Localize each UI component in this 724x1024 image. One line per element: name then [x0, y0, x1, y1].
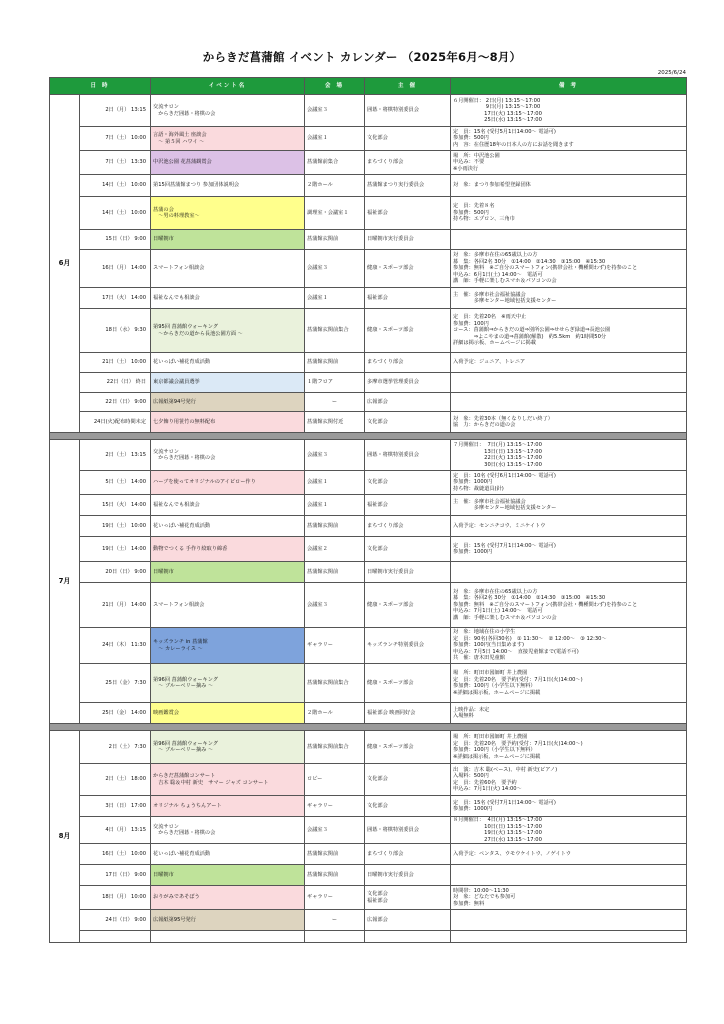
event-host: 福祉部会	[365, 288, 451, 309]
event-host: まちづくり部会	[365, 151, 451, 175]
event-name: 映画鑑賞会	[151, 703, 305, 724]
event-name: 交流サロン からきだ囲碁・将棋の会	[151, 817, 305, 844]
event-host: 文化部会	[365, 127, 451, 151]
event-name: 交流サロン からきだ囲碁・将棋の会	[151, 440, 305, 471]
event-host: 文化部会	[365, 764, 451, 796]
event-note	[451, 931, 687, 943]
event-note: 対 象：地域在住の小学生 定 員：90名(各回30名) ① 11:30～ ② 12:00～ ③ 12:30～ 参加費：100円(当日集めます) 申込み：7月5日 14:00～ 直接児童館まで(電話不可) 共 催：唐木田児童館	[451, 628, 687, 664]
event-host: 福祉部会 映画同好会	[365, 703, 451, 724]
event-row	[50, 151, 687, 175]
event-row	[50, 440, 687, 471]
event-row	[50, 844, 687, 865]
event-note: 時間帯：10:00～11:30 対 象：どなたでも参加可 参加費：無料	[451, 886, 687, 910]
header-host: 主 催	[365, 78, 451, 95]
event-datetime: 21日（月） 14:00	[80, 583, 151, 628]
event-datetime: 18日（月） 10:00	[80, 886, 151, 910]
event-datetime	[80, 931, 151, 943]
event-note: 上映作品：未定 入場無料	[451, 703, 687, 724]
event-datetime: 15日（火） 14:00	[80, 495, 151, 516]
event-datetime: 24日(火)配布時間未定	[80, 412, 151, 433]
event-row	[50, 910, 687, 931]
event-name: 第95回 菖蒲館ウォーキング ～からきだの道から長池公園方面 ～	[151, 309, 305, 353]
event-note: 定 員：15名 (受付7月1日14:00～ 電話可) 参加費：1000円	[451, 537, 687, 562]
event-row	[50, 516, 687, 537]
event-name: 菖蒲の会 ～男の料理教室～	[151, 197, 305, 230]
event-venue	[305, 931, 365, 943]
event-name: オリジナル ちょうちんアート	[151, 796, 305, 817]
event-calendar-table	[49, 77, 687, 943]
event-host: 文化部会	[365, 537, 451, 562]
event-host: 文化部会 福祉部会	[365, 886, 451, 910]
event-note: 入荷予定：ペンタス、ウモウケイトウ、ノゲイトウ	[451, 844, 687, 865]
event-name	[151, 931, 305, 943]
event-row	[50, 353, 687, 373]
event-venue: ロビー	[305, 764, 365, 796]
event-note: ８月開催日： 4日(月) 13:15～17:00 10日(日) 13:15～17:00 19日(火) 13:15～17:00 27日(水) 13:15～17:00	[451, 817, 687, 844]
event-name: 日曜朝市	[151, 865, 305, 886]
event-datetime: 3日（日） 17:00	[80, 796, 151, 817]
event-datetime: 20日（日） 9:00	[80, 562, 151, 583]
event-note: 場 所：町田市図師町 井上農園 定 員：先着20名 要予約(受付：7月1日(火)14:00～) 参加費：100円（小学生以下無料） ※詳細は掲示板、ホームページに掲載	[451, 664, 687, 703]
event-name: 広報紙第95号発行	[151, 910, 305, 931]
event-name: 七夕飾り用笹竹の無料配布	[151, 412, 305, 433]
event-host: 福祉部会	[365, 495, 451, 516]
month-label: 7月	[50, 440, 80, 724]
event-host: 文化部会	[365, 796, 451, 817]
event-host: まちづくり部会	[365, 516, 451, 537]
event-venue: 菖蒲館玄関前	[305, 562, 365, 583]
event-datetime: 25日（金） 14:00	[80, 703, 151, 724]
event-note: ７月開催日： 7日(月) 13:15～17:00 13日(日) 13:15～17:00 22日(火) 13:15～17:00 30日(水) 13:15～17:00	[451, 440, 687, 471]
event-datetime: 2日（土） 7:30	[80, 731, 151, 764]
event-name: 交流サロン からきだ囲碁・将棋の会	[151, 95, 305, 127]
table-header-row	[50, 78, 687, 95]
event-venue: 菖蒲館玄関前	[305, 844, 365, 865]
event-datetime: 18日（水） 9:30	[80, 309, 151, 353]
event-venue: 菖蒲館玄関前集合	[305, 731, 365, 764]
event-host: 文化部会	[365, 471, 451, 495]
event-host: キッズランチ特別委員会	[365, 628, 451, 664]
event-datetime: 19日（土） 10:00	[80, 516, 151, 537]
event-venue: １階フロア	[305, 373, 365, 393]
event-venue: 菖蒲館玄関前	[305, 865, 365, 886]
event-name: 福祉なんでも相談会	[151, 495, 305, 516]
event-name: 第96回 菖蒲館ウォーキング ～ ブルーベリー摘み ～	[151, 664, 305, 703]
event-host: 囲碁・将棋特別委員会	[365, 817, 451, 844]
event-venue: 会議室３	[305, 583, 365, 628]
event-note: 定 員：15名 (受付7月1日14:00～ 電話可) 参加費：1000円	[451, 796, 687, 817]
event-note: 場 所：中沢池公園 申込み：不要 ※小雨決行	[451, 151, 687, 175]
event-datetime: 2日（月） 13:15	[80, 95, 151, 127]
event-name: 日曜朝市	[151, 230, 305, 250]
event-note: 主 催：多摩市社会福祉協議会 多摩センター地域包括支援センター	[451, 288, 687, 309]
event-note: 対 象：まつり参加希望登録団体	[451, 175, 687, 197]
event-name: 花いっぱい補花育成活動	[151, 844, 305, 865]
event-row	[50, 886, 687, 910]
event-name: 東京都議会議員選挙	[151, 373, 305, 393]
event-row	[50, 127, 687, 151]
event-name: 第96回 菖蒲館ウォーキング ～ ブルーベリー摘み ～	[151, 731, 305, 764]
month-separator	[50, 433, 687, 440]
event-row	[50, 288, 687, 309]
event-venue: 会議室１	[305, 127, 365, 151]
event-host: 囲碁・将棋特別委員会	[365, 440, 451, 471]
event-datetime: 14日（土） 10:00	[80, 175, 151, 197]
event-datetime: 15日（日） 9:00	[80, 230, 151, 250]
event-datetime: 7日（土） 10:00	[80, 127, 151, 151]
event-host: 広報部会	[365, 910, 451, 931]
event-note: 主 催：多摩市社会福祉協議会 多摩センター地域包括支援センター	[451, 495, 687, 516]
event-host: 文化部会	[365, 412, 451, 433]
event-name: 花いっぱい補花育成活動	[151, 516, 305, 537]
event-row	[50, 471, 687, 495]
event-row	[50, 583, 687, 628]
updated-date: 2025/6/24	[657, 70, 686, 76]
event-row	[50, 393, 687, 412]
event-note: 対 象：先着30本（無くなりしだい終了） 協 力：からきだの道の会	[451, 412, 687, 433]
event-row	[50, 412, 687, 433]
event-venue: 会議室３	[305, 95, 365, 127]
event-row	[50, 703, 687, 724]
event-venue: ギャラリー	[305, 886, 365, 910]
event-venue: 菖蒲館玄関前	[305, 230, 365, 250]
event-host: まちづくり部会	[365, 844, 451, 865]
event-venue: ギャラリー	[305, 796, 365, 817]
event-note: 出 演：吉木 聡(ベース)、中村 新史(ピアノ) 入場料：500円 定 員：先着60名 要予約 申込み：7月1日(火) 14:00～	[451, 764, 687, 796]
event-note: 入荷予定：センニチコウ、ミニケイトウ	[451, 516, 687, 537]
event-row	[50, 562, 687, 583]
event-note: 対 象：多摩市在住の65歳以上の方 募 集：各回2名 30分 ①14:00 ②14:30 ③15:00 ④15:30 参加費：無料 ※ご自分のスマートフォン(携帯会社・機種問わず)を持参のこと 申込み：6月1日(土) 14:00～ 電話可 講 師：手軽に楽しむスマホ＆パソコンの会	[451, 250, 687, 288]
event-note	[451, 562, 687, 583]
event-venue: 菖蒲館玄関前集合	[305, 309, 365, 353]
event-row	[50, 628, 687, 664]
event-datetime: 2日（土） 13:15	[80, 440, 151, 471]
event-name: 動物でつくる 手作り絞取り綿香	[151, 537, 305, 562]
event-row	[50, 537, 687, 562]
event-host: 囲碁・将棋特別委員会	[365, 95, 451, 127]
event-name: おりがみであそぼう	[151, 886, 305, 910]
page-title: からきだ菖蒲館 イベント カレンダー （2025年6月～8月）	[202, 50, 522, 64]
event-host	[365, 931, 451, 943]
event-datetime: 21日（土） 10:00	[80, 353, 151, 373]
event-row	[50, 373, 687, 393]
event-note	[451, 865, 687, 886]
event-host: まちづくり部会	[365, 353, 451, 373]
event-host: 日曜朝市実行委員会	[365, 230, 451, 250]
event-datetime: 17日（日） 9:00	[80, 865, 151, 886]
event-host: 菖蒲館まつり実行委員会	[365, 175, 451, 197]
event-row	[50, 865, 687, 886]
event-datetime: 14日（土） 10:00	[80, 197, 151, 230]
event-note: 対 象：多摩市在住の65歳以上の方 募 集：各回2名 30分 ①14:00 ②14:30 ③15:00 ④15:30 参加費：無料 ※ご自分のスマートフォン(携帯会社・機種問わず)を持参のこと 申込み：7月1日(土) 14:00～ 電話可 講 師：手軽に楽しむスマホ＆パソコンの会	[451, 583, 687, 628]
event-host: 広報部会	[365, 393, 451, 412]
event-host: 日曜朝市実行委員会	[365, 865, 451, 886]
header-note: 備 考	[451, 78, 687, 95]
event-note	[451, 393, 687, 412]
event-note: 入荷予定：ジュニア、トレニア	[451, 353, 687, 373]
event-datetime: 22日（日） 9:00	[80, 393, 151, 412]
event-host: 日曜朝市実行委員会	[365, 562, 451, 583]
event-name: 中沢池公園 花菖蒲観賞会	[151, 151, 305, 175]
event-name: からきだ菖蒲館コンサート 吉木 聡＆中村 新史 サマー ジャズ コンサート	[151, 764, 305, 796]
event-venue: 会議室１	[305, 471, 365, 495]
event-row	[50, 817, 687, 844]
month-label: 8月	[50, 731, 80, 943]
event-name: スマートフォン相談会	[151, 583, 305, 628]
event-row	[50, 230, 687, 250]
header-event: イベント名	[151, 78, 305, 95]
event-venue: 会議室３	[305, 817, 365, 844]
event-venue: 会議室２	[305, 537, 365, 562]
event-host: 健康・スポーツ部会	[365, 731, 451, 764]
event-datetime: 5日（土） 14:00	[80, 471, 151, 495]
event-name: キッズランチ in 菖蒲館 ～ カレーライス ～	[151, 628, 305, 664]
event-host: 健康・スポーツ部会	[365, 250, 451, 288]
event-name: 第15回菖蒲館まつり 参加団体説明会	[151, 175, 305, 197]
event-datetime: 7日（土） 13:30	[80, 151, 151, 175]
event-note: 場 所：町田市図師町 井上農園 定 員：先着20名 要予約(受付：7月1日(火)14:00～) 参加費：100円（小学生以下無料） ※詳細は掲示板、ホームページに掲載	[451, 731, 687, 764]
event-note: 定 員：先着20名 ※雨天中止 参加費：100円 コース：菖蒲館⇒からきだの道⇒別所公園⇒せせらぎ緑道⇒長池公園 ⇒よこやまの道⇒菖蒲館(解散) 約5.5km 約1時間50分 詳細は掲示板、ホームページに掲載	[451, 309, 687, 353]
event-venue: 菖蒲館玄関前集合	[305, 664, 365, 703]
event-venue: ギャラリー	[305, 628, 365, 664]
event-datetime: 17日（火） 14:00	[80, 288, 151, 309]
event-datetime: 22日（日） 終日	[80, 373, 151, 393]
event-note	[451, 910, 687, 931]
calendar-body	[50, 95, 687, 943]
event-datetime: 16日（月） 14:00	[80, 250, 151, 288]
event-name: スマートフォン相談会	[151, 250, 305, 288]
month-separator	[50, 724, 687, 731]
event-datetime: 25日（金） 7:30	[80, 664, 151, 703]
event-venue: 会議室３	[305, 440, 365, 471]
event-note: 定 員：先着８名 参加費：500円 持ち物：エプロン、三角巾	[451, 197, 687, 230]
separator-cell	[50, 724, 687, 731]
event-row	[50, 931, 687, 943]
event-host: 福祉部会	[365, 197, 451, 230]
header-date: 日 時	[50, 78, 151, 95]
event-venue: 会議室３	[305, 250, 365, 288]
event-host: 健康・スポーツ部会	[365, 309, 451, 353]
event-note	[451, 373, 687, 393]
event-venue: 菖蒲館前集合	[305, 151, 365, 175]
event-datetime: 24日（木） 11:30	[80, 628, 151, 664]
event-venue: 調理室・会議室１	[305, 197, 365, 230]
event-row	[50, 731, 687, 764]
event-name: 福祉なんでも相談会	[151, 288, 305, 309]
event-row	[50, 796, 687, 817]
event-row	[50, 664, 687, 703]
event-venue: 会議室１	[305, 288, 365, 309]
event-note	[451, 230, 687, 250]
event-row	[50, 495, 687, 516]
event-name: 言語・海外風土 座談会 ～ 第５回 ハワイ ～	[151, 127, 305, 151]
event-datetime: 4日（月） 13:15	[80, 817, 151, 844]
event-venue: ー	[305, 910, 365, 931]
event-host: 健康・スポーツ部会	[365, 583, 451, 628]
event-datetime: 2日（土） 18:00	[80, 764, 151, 796]
event-venue: 菖蒲館玄関前	[305, 516, 365, 537]
event-host: 多摩市選挙管理委員会	[365, 373, 451, 393]
event-name: 花いっぱい補花育成活動	[151, 353, 305, 373]
month-label: 6月	[50, 95, 80, 433]
event-name: ハーブを使ってオリジナルのアイピロー作り	[151, 471, 305, 495]
header-venue: 会 場	[305, 78, 365, 95]
event-datetime: 24日（日） 9:00	[80, 910, 151, 931]
event-venue: 菖蒲館玄関付近	[305, 412, 365, 433]
event-venue: ２階ホール	[305, 703, 365, 724]
event-host: 健康・スポーツ部会	[365, 664, 451, 703]
event-row	[50, 175, 687, 197]
event-datetime: 16日（土） 10:00	[80, 844, 151, 865]
event-row	[50, 197, 687, 230]
event-row	[50, 95, 687, 127]
event-name: 日曜朝市	[151, 562, 305, 583]
event-datetime: 19日（土） 14:00	[80, 537, 151, 562]
event-venue: ２階ホール	[305, 175, 365, 197]
event-note: 定 員：15名 (受付5月1日14:00～ 電話可) 参加費：500円 内 容：在住歴18年の日本人の方にお話を聞きます	[451, 127, 687, 151]
separator-cell	[50, 433, 687, 440]
event-row	[50, 764, 687, 796]
event-row	[50, 250, 687, 288]
event-venue: 会議室１	[305, 495, 365, 516]
event-venue: ー	[305, 393, 365, 412]
event-venue: 菖蒲館玄関前	[305, 353, 365, 373]
event-row	[50, 309, 687, 353]
event-note: 定 員：10名 (受付6月1日14:00～ 電話可) 参加費：1000円 持ち物：裁縫道具(針)	[451, 471, 687, 495]
event-note: ６月開催日： 2日(月) 13:15～17:00 9日(月) 13:15～17:00 17日(火) 13:15～17:00 25日(水) 13:15～17:00	[451, 95, 687, 127]
event-name: 広報紙第94号発行	[151, 393, 305, 412]
